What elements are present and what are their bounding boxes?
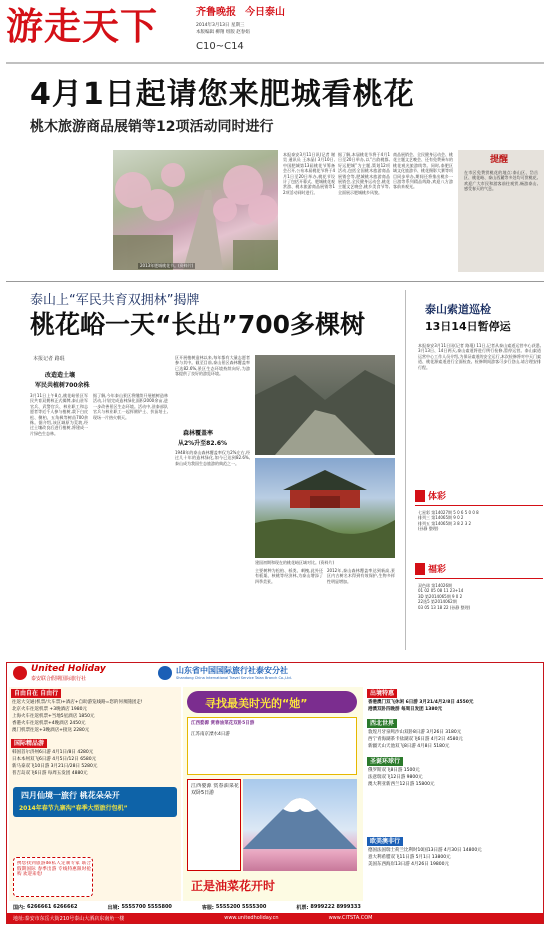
sec1-item-1: 北京火车往返机票 +3晚酒店 1980元 — [12, 707, 87, 712]
contact-label-3: 客服: — [201, 904, 214, 911]
issue-date: 2014年3月13日 星期三 — [196, 23, 245, 28]
ad-site[interactable]: www.unitedholiday.cn — [224, 915, 279, 921]
sec2-title: 国际精品游 — [11, 739, 47, 748]
contact-phone-2: 5555700 5555800 — [121, 904, 172, 910]
taohua-subhead2: 军民共植树700余株 — [35, 382, 90, 389]
sec4-item-0: 敦煌月牙泉鸣沙山双卧8日游 3月26日 3180元 — [368, 730, 462, 735]
promo-subtitle: 江西婺源 赏春油菜花双卧5日游 — [191, 721, 255, 726]
sec4-title: 西北世界 — [367, 719, 397, 728]
ad-header — [7, 663, 543, 685]
suodao-body: 本报泰安3月11日讯(记者 路琨) 11日,记者从泰山索道运营中心获悉,3月13日、14日两天,泰山索道将进行例行检修,暂停运营。泰山索道运营中心工作人员介绍,为保证索道的安全运行,本次检修将对中天门索道、桃花源索道进行全面检查。检修期间游客可步行登山,请合理安排行程。 — [418, 343, 541, 370]
suodao-kicker: 泰山索道巡检 — [425, 303, 491, 316]
contact-phone-1: 6266661 6266662 — [27, 904, 78, 910]
promo-footer: 正是油菜花开时 — [191, 879, 276, 893]
sec3-item-0: 香港澳门双飞休闲 6日游 3月21/4月2/8日 4550元 — [368, 700, 474, 705]
taohua-subhead3: 森林覆盖率 — [183, 430, 214, 437]
taohua-subhead4: 从2%升至82.6% — [178, 440, 228, 447]
headline-subtitle: 桃木旅游商品展销等12项活动同时进行 — [30, 119, 274, 135]
headline-body-col1: 本报泰安3月11日讯(记者 谢昊 通讯员 王冰晶) 3月10日,中国肥城第13届桃花节筹备会召开,公布本届桃花节将于4月1日至20日举办,桃花节设计了包括开幕式、肥城桃花观赏游、桃木旅游商品展销等12项活动同时进行。 — [283, 152, 335, 195]
sec2-item-0: 韩国首尔济州6日游 4月1日/8日 4280元 — [12, 750, 94, 755]
contact-phone-4: 8999222 8999333 — [310, 904, 361, 910]
taohua-title: 桃花峪一天“长出”700多棵树 — [30, 310, 366, 339]
sec3-title: 出境特惠 — [367, 689, 397, 698]
sec4-item-2: 新疆天山天池双飞8日游 4月8日 5180元 — [368, 744, 450, 749]
sec1-title: 自由自在 自由行 — [11, 689, 61, 698]
sidebar-box — [458, 150, 544, 272]
sec5-title: 圣诞环球行 — [367, 757, 403, 766]
contact-label-1: 国内: — [13, 904, 25, 911]
ticai-rule — [415, 505, 543, 506]
taohua-body2: 据了解,今年泰山景区将继续开展植树造林活动,计划完成造林绿化面积2000余亩,进一步改善景区生态环境。活动中,驻泰部队官兵与林业职工一起挥锹铲土、扶苗培土,现场一片热火朝天。 — [93, 393, 168, 420]
sec1-item-2: 上海火车往返机票+当地5星酒店 1850元 — [12, 714, 95, 719]
edition-name: 今日泰山 — [245, 7, 285, 18]
contact-label-4: 机票: — [296, 904, 309, 911]
vertical-divider — [405, 290, 406, 650]
promo-title: 寻找最美时光的“她” — [205, 697, 308, 710]
ticai-tag — [415, 489, 446, 502]
ad-address: 地址:泰安市东岳大街210号泰山大酒店东南角一楼 — [13, 915, 125, 922]
editors: 本版编辑 柳翔 组版 赵春娟 — [196, 30, 250, 35]
left-banner-text: 四月仙境一旅行 桃花朵朵开 — [21, 791, 120, 800]
taohua-byline: 本报记者 路琨 — [33, 356, 65, 362]
sidebar-label: 提醒 — [490, 155, 509, 165]
fucai-label: 福彩 — [428, 565, 447, 575]
ad-partner-en: Shandong China International Travel Service Taian Branch Co.,Ltd. — [176, 676, 292, 680]
headline-title: 4月1日起请您来肥城看桃花 — [30, 77, 415, 112]
promo-subtitle-2: 江苏南京溧水4日游 — [191, 732, 230, 737]
ad-mid-col — [183, 687, 363, 901]
travel-ad — [6, 662, 544, 924]
jiangxi-box — [187, 779, 241, 871]
fuji-illustration — [243, 779, 357, 871]
sidebar-text: 在市区免费赏桃花的地点:泰山区、岱岳区、桃花峪、泰山西麓等多处均可赏桃花,欢迎广大市民和游客前往观赏,畅游泰山,感受春天的气息。 — [464, 170, 538, 192]
old-photo — [255, 355, 395, 455]
fucai-results: 双色球 第14026期 01 02 05 08 11 23+14 3D 第2014065期 9 0 2 22选5 第2014062期 03 05 13 18 22 (孙静 整理) — [418, 583, 471, 610]
promo-box — [187, 717, 357, 775]
fucai-tag — [415, 562, 446, 575]
masthead-rule — [6, 62, 544, 64]
sec6-title: 欧美澳非行 — [367, 837, 403, 846]
mountain-photo — [243, 779, 357, 871]
paper-name: 齐鲁晚报 — [196, 7, 236, 18]
taohua-kicker: 泰山上“军民共育双拥林”揭牌 — [30, 293, 200, 308]
ad-address-bar — [7, 913, 543, 923]
temple-illustration — [255, 458, 395, 558]
ad-right-col — [365, 687, 541, 901]
headline-body-col2: 据了解,本届桃花节将于4月1日至20日举办,以“古韵桃都,好运肥城”为主题,策划12项活动,包括全国桃木旅游商品展销会等,肥城桃木旅游商品展销会,全民健身运动会,桃花主题文艺晚会,桃乡美食节等,全面展示肥城桃乡风貌。 — [338, 152, 390, 195]
contact-phone-3: 5555200 5555300 — [215, 904, 267, 910]
taohua-body6: 2012年,泰山森林覆盖率达到新高,景区内古树名木得到有效保护,生物多样性明显增加。 — [327, 568, 395, 584]
photo-caption: 2013年肥城桃花节。(资料片) — [140, 263, 194, 268]
new-photo — [255, 458, 395, 558]
sec5-item-1: 法意瑞双飞12日游 9800元 — [368, 775, 423, 780]
sec1-item-3: 香港火车往返机票+4晚酒店 2450元 — [12, 721, 86, 726]
ticai-icon — [415, 490, 425, 502]
sec2-item-2: 新马泰双飞10日游 3月21日/28日 5280元 — [12, 764, 98, 769]
contact-label-2: 出境: — [107, 904, 120, 911]
ad-contact-bar — [7, 901, 543, 913]
taohua-body4: 1948年的泰山森林覆盖率仅为2%左右,经过几十年的造林绿化,如今已达到82.6%,泰山成为我国生态旅游的典范之一。 — [175, 450, 250, 466]
sec1-item-4: 澳门机票往返+3晚酒店+接送 2280元 — [12, 728, 90, 733]
taohua-photo-caption: 建国初期和现在的桃花峪区域对比。(资料片) — [255, 560, 335, 565]
left-footer-text: 携您找到旅游de私人定制专家 联合假期国际 春季出游 专线特惠限时抢购 欢迎来电! — [17, 861, 91, 878]
ad-site-2[interactable]: www.CITSTA.COM — [328, 915, 373, 921]
left-banner — [13, 787, 177, 817]
ad-company: United Holiday — [31, 664, 106, 674]
sec3-item-1: 港澳双卧四晚游 每周日发团 1380元 — [368, 707, 443, 712]
sec4-item-1: 西宁青海湖茶卡盐湖双飞6日游 4月2日 4580元 — [368, 737, 463, 742]
suodao-title: 13日14日暂停运 — [425, 320, 511, 333]
masthead-title: 游走天下 — [6, 5, 158, 48]
left-footer — [13, 857, 93, 897]
peach-orchard-illustration — [113, 150, 278, 270]
old-valley-illustration — [255, 355, 395, 455]
headline-body-col3: 商品展销会、全民健身运动会、桃花主题文艺晚会、还有免费乘车的桃花观光旅游线等。同时,泰肥区域文化旅游节、桃花摄影大赛等项目同步举办,期间还将推出桃乡一日游等系列精品线路,欢迎八方游客前来观光。 — [393, 152, 453, 190]
sec6-item-1: 意大利希腊双飞11日游 5月1日 13800元 — [368, 855, 451, 860]
ad-company-cn: 泰安联合假期国际旅行社 — [31, 676, 87, 682]
ticai-results: 七星彩 第14027期 5 0 6 5 0 0 8 排列三 第14065期 9 0 2 排列五 第14065期 3 8 2 3 2 (孙静 整理) — [418, 510, 479, 532]
taohua-subhead1: 改造造土壤 — [45, 372, 76, 379]
cits-logo — [158, 666, 172, 680]
ad-partner: 山东省中国国际旅行社泰安分社 — [176, 666, 288, 675]
sec6-item-2: 美国东西海岸13日游 4月26日 19800元 — [368, 862, 449, 867]
left-banner-text2: 2014年春节九寨沟“春季大型旅行包机” — [19, 805, 128, 812]
taohua-body1: 3月11日上午8点,桃花峪景区军民共育双拥林正式揭牌,泰山驻军官兵、武警官兵、林业职工和志愿者等近千人参与植树,栽下白皮松、侧柏、五角枫等树苗700余株。据介绍,该区域原为荒坡,经过土壤改良后进行植树,将建成一片绿色生态林。 — [30, 393, 88, 436]
fucai-icon — [415, 563, 425, 575]
masthead — [0, 0, 550, 70]
taohua-body5: 主要树种为松柏、栎类、刺槐,此外还有板栗、核桃等经济林,为泰山增添了四季美景。 — [255, 568, 323, 584]
sec6-item-0: 德国法国瑞士荷兰比利时10国13日游 4月30日 14800元 — [368, 848, 482, 853]
sec2-item-3: 普吉岛双飞6日游 每周五发团 4880元 — [12, 771, 88, 776]
jiangxi-text: 江西婺源 赏春油菜花双卧5日游 — [191, 783, 239, 796]
peach-blossom-photo — [113, 150, 278, 270]
ticai-label: 体彩 — [428, 492, 447, 502]
fucai-rule — [415, 578, 543, 579]
sec1-item-0: 往返大交通(机票/大车票)+酒店+自助游览线路=您的何须随团走! — [12, 700, 143, 705]
united-holiday-logo — [13, 666, 27, 680]
taohua-body3: 区开展植树造林以来,每年都有大量志愿者参与其中。截至目前,泰山景区森林覆盖率已达82.6%,景区生态环境持续向好,为游客提供了良好的游览环境。 — [175, 355, 250, 377]
promo-banner — [187, 691, 357, 713]
section-rule — [6, 281, 544, 282]
page-range: C10~C14 — [196, 41, 244, 52]
sec5-item-2: 澳大利亚新西兰12日游 15800元 — [368, 782, 435, 787]
sec2-item-1: 日本本州双飞6日游 4月5日/12日 6580元 — [12, 757, 97, 762]
ad-left-col — [9, 687, 181, 901]
sec5-item-0: 俄罗斯双飞8日游 1500元 — [368, 768, 420, 773]
